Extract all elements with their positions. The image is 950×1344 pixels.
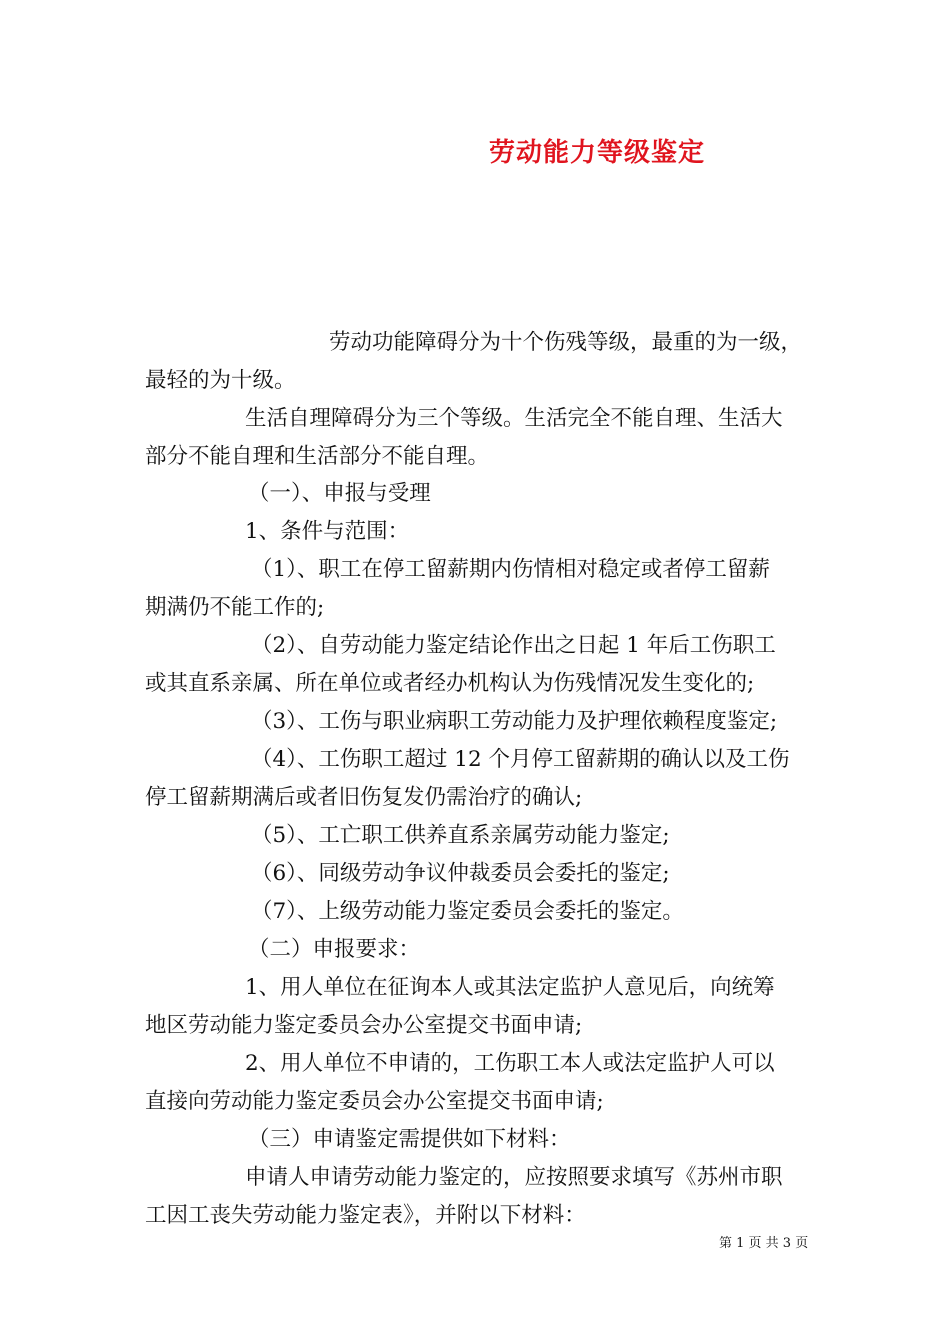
section-heading: （二）申报要求： (248, 937, 421, 962)
list-item-continuation: 期满仍不能工作的; (145, 595, 325, 620)
document-title: 劳动能力等级鉴定 (489, 138, 706, 168)
list-item-continuation: 直接向劳动能力鉴定委员会办公室提交书面申请; (145, 1089, 604, 1114)
list-item: （6）、同级劳动争议仲裁委员会委托的鉴定; (251, 861, 670, 886)
list-item-continuation: 停工留薪期满后或者旧伤复发仍需治疗的确认; (145, 785, 583, 810)
page-number: 第 1 页 共 3 页 (719, 1236, 809, 1251)
list-item: 1、用人单位在征询本人或其法定监护人意见后，向统筹 (245, 975, 775, 1000)
subsection-heading: 1、条件与范围： (245, 519, 410, 544)
list-item: （5）、工亡职工供养直系亲属劳动能力鉴定; (251, 823, 670, 848)
list-item: （3）、工伤与职业病职工劳动能力及护理依赖程度鉴定; (251, 709, 778, 734)
section-heading: （三）申请鉴定需提供如下材料： (248, 1127, 571, 1152)
list-item: （2）、自劳动能力鉴定结论作出之日起 1 年后工伤职工 (251, 633, 776, 658)
paragraph-line: 生活自理障碍分为三个等级。生活完全不能自理、生活大 (245, 406, 783, 431)
list-item-continuation: 地区劳动能力鉴定委员会办公室提交书面申请; (145, 1013, 583, 1038)
paragraph-line: 部分不能自理和生活部分不能自理。 (145, 444, 490, 469)
list-item: （1）、职工在停工留薪期内伤情相对稳定或者停工留薪 (251, 557, 770, 582)
paragraph-line: 最轻的为十级。 (145, 368, 296, 393)
list-item: 2、用人单位不申请的，工伤职工本人或法定监护人可以 (245, 1051, 775, 1076)
list-item-continuation: 或其直系亲属、所在单位或者经办机构认为伤残情况发生变化的; (145, 671, 755, 696)
paragraph-line: 申请人申请劳动能力鉴定的，应按照要求填写《苏州市职 (245, 1165, 783, 1190)
list-item: （7）、上级劳动能力鉴定委员会委托的鉴定。 (251, 899, 684, 924)
paragraph-line: 劳动功能障碍分为十个伤残等级，最重的为一级， (329, 330, 803, 355)
paragraph-line: 工因工丧失劳动能力鉴定表》，并附以下材料： (145, 1203, 586, 1228)
list-item: （4）、工伤职工超过 12 个月停工留薪期的确认以及工伤 (251, 747, 790, 772)
section-heading: （一）、申报与受理 (248, 481, 431, 506)
